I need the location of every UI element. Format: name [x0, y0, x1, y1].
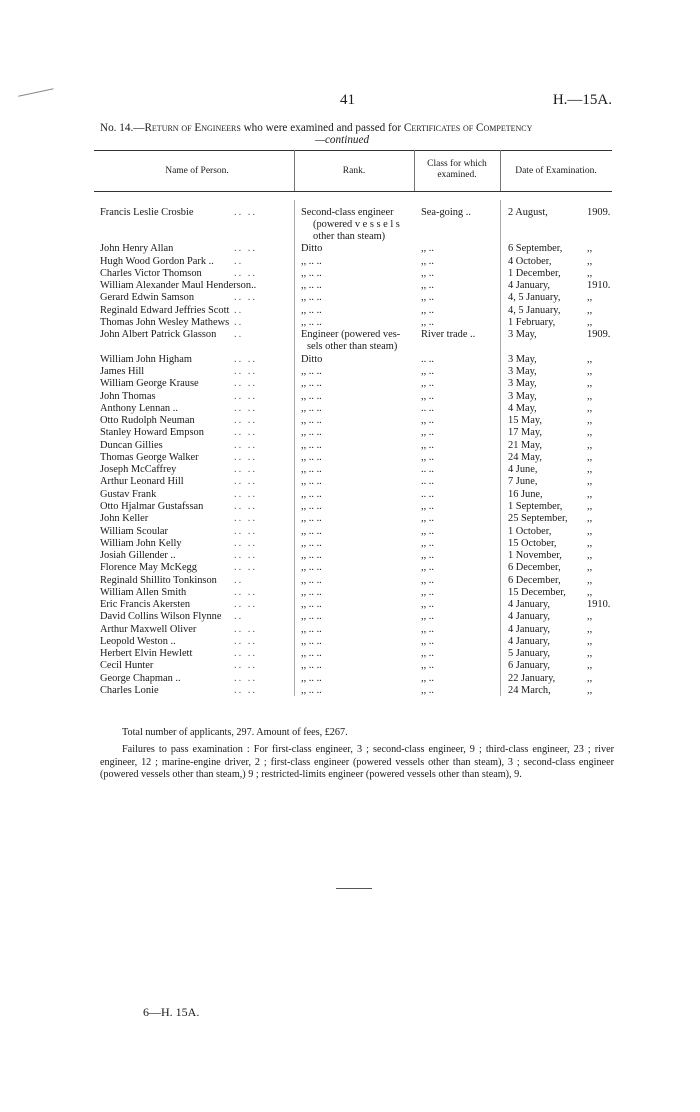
year-cell: ,, — [587, 538, 593, 549]
table-row — [0, 292, 700, 304]
year-cell: ,, — [587, 587, 593, 598]
year-cell: ,, — [587, 243, 593, 254]
person-name: William Allen Smith — [100, 587, 187, 598]
person-name: Otto Hjalmar Gustafssan — [100, 501, 204, 512]
year-cell: ,, — [587, 354, 593, 365]
table-row — [0, 403, 700, 415]
leader-dots: .. — [234, 305, 244, 316]
leader-dots: .. — [234, 611, 244, 622]
person-name: Duncan Gillies — [100, 440, 163, 451]
leader-dots: .. .. — [234, 243, 257, 254]
leader-dots: .. .. — [234, 354, 257, 365]
date-cell: 1 February, — [508, 317, 556, 328]
person-name: William John Higham — [100, 354, 192, 365]
rank-cell: ,, .. .. — [301, 648, 322, 659]
table-row — [0, 501, 700, 513]
table-row — [0, 624, 700, 636]
person-name: Arthur Leonard Hill — [100, 476, 184, 487]
year-cell: ,, — [587, 575, 593, 586]
year-cell: ,, — [587, 562, 593, 573]
rank-cell: ,, .. .. — [301, 476, 322, 487]
rank-cell: ,, .. .. — [301, 673, 322, 684]
year-cell: ,, — [587, 292, 593, 303]
header-date: Date of Examination. — [515, 166, 597, 176]
title-middle: who were examined and passed for — [240, 122, 404, 134]
person-name: Arthur Maxwell Oliver — [100, 624, 197, 635]
table-row — [0, 513, 700, 525]
rank-cell: ,, .. .. — [301, 403, 322, 414]
rank-cell: ,, .. .. — [301, 256, 322, 267]
leader-dots: .. .. — [234, 476, 257, 487]
date-cell: 4 January, — [508, 599, 551, 610]
table-row — [0, 648, 700, 660]
person-name: Gerard Edwin Samson — [100, 292, 195, 303]
table-row — [0, 464, 700, 476]
rank-cell: ,, .. .. — [301, 464, 322, 475]
date-cell: 15 May, — [508, 415, 542, 426]
person-name: William Alexander Maul Henderson.. — [100, 280, 257, 291]
table-row — [0, 538, 700, 550]
date-cell: 4 June, — [508, 464, 538, 475]
class-cell: ,, .. — [421, 501, 434, 512]
table-header-rule — [94, 191, 612, 192]
date-cell: 6 September, — [508, 243, 563, 254]
table-row — [0, 476, 700, 488]
year-cell: ,, — [587, 476, 593, 487]
leader-dots: .. .. — [234, 403, 257, 414]
table-row — [0, 452, 700, 464]
class-cell: .. .. — [421, 464, 434, 475]
rank-cell: ,, .. .. — [301, 489, 322, 500]
document-reference: H.—15A. — [552, 92, 612, 108]
table-row — [0, 575, 700, 587]
rank-cell: ,, .. .. — [301, 415, 322, 426]
year-cell: ,, — [587, 611, 593, 622]
year-cell: ,, — [587, 673, 593, 684]
rank-cell: ,, .. .. — [301, 452, 322, 463]
table-row — [0, 391, 700, 403]
class-cell: ,, .. — [421, 575, 434, 586]
date-cell: 3 May, — [508, 391, 537, 402]
rank-cell: ,, .. .. — [301, 440, 322, 451]
year-cell: ,, — [587, 452, 593, 463]
date-cell: 1 December, — [508, 268, 561, 279]
leader-dots: .. — [234, 317, 244, 328]
person-name: Gustav Frank — [100, 489, 157, 500]
table-row — [0, 636, 700, 648]
rank-cell: ,, .. .. — [301, 575, 322, 586]
class-cell: ,, .. — [421, 391, 434, 402]
leader-dots: .. .. — [234, 427, 257, 438]
leader-dots: .. .. — [234, 415, 257, 426]
leader-dots: .. .. — [234, 464, 257, 475]
table-row — [0, 550, 700, 562]
class-cell: ,, .. — [421, 415, 434, 426]
date-cell: 3 May, — [508, 378, 537, 389]
class-cell: ,, .. — [421, 587, 434, 598]
leader-dots: .. .. — [234, 440, 257, 451]
rank-cell: ,, .. .. — [301, 305, 322, 316]
date-cell: 4 January, — [508, 280, 551, 291]
rank-cell: ,, .. .. — [301, 587, 322, 598]
class-cell: ,, .. — [421, 648, 434, 659]
title-prefix: No. 14.— — [100, 122, 145, 134]
title-smallcaps-1: Return of Engineers — [144, 122, 241, 134]
rank-continuation: (powered v e s s e l s — [313, 219, 400, 230]
year-cell: ,, — [587, 440, 593, 451]
class-cell: River trade .. — [421, 329, 476, 340]
person-name: Hugh Wood Gordon Park .. — [100, 256, 214, 267]
table-row — [0, 440, 700, 452]
class-cell: ,, .. — [421, 268, 434, 279]
table-row — [0, 378, 700, 390]
rank-cell: ,, .. .. — [301, 636, 322, 647]
leader-dots: .. .. — [234, 685, 257, 696]
class-cell: ,, .. — [421, 378, 434, 389]
leader-dots: .. .. — [234, 550, 257, 561]
class-cell: Sea-going .. — [421, 207, 471, 218]
table-row — [0, 415, 700, 427]
date-cell: 25 September, — [508, 513, 568, 524]
rank-cell: ,, .. .. — [301, 660, 322, 671]
rank-cell: ,, .. .. — [301, 611, 322, 622]
table-row — [0, 489, 700, 501]
person-name: William Scoular — [100, 526, 168, 537]
date-cell: 6 January, — [508, 660, 551, 671]
leader-dots: .. — [234, 329, 244, 340]
leader-dots: .. .. — [234, 587, 257, 598]
year-cell: ,, — [587, 366, 593, 377]
leader-dots: .. — [234, 575, 244, 586]
year-cell: ,, — [587, 685, 593, 696]
year-cell: 1910. — [587, 599, 611, 610]
person-name: Reginald Shillito Tonkinson — [100, 575, 217, 586]
year-cell: 1909. — [587, 207, 611, 218]
leader-dots: .. .. — [234, 378, 257, 389]
class-cell: ,, .. — [421, 562, 434, 573]
year-cell: ,, — [587, 513, 593, 524]
table-row — [0, 305, 700, 317]
table-row — [0, 587, 700, 599]
class-cell: ,, .. — [421, 550, 434, 561]
class-cell: ,, .. — [421, 526, 434, 537]
date-cell: 4, 5 January, — [508, 292, 561, 303]
class-cell: ,, .. — [421, 636, 434, 647]
table-row — [0, 660, 700, 672]
class-cell: ,, .. — [421, 427, 434, 438]
date-cell: 3 May, — [508, 354, 537, 365]
rank-cell: ,, .. .. — [301, 513, 322, 524]
header-class-line2: examined. — [437, 170, 477, 180]
person-name: Florence May McKegg — [100, 562, 197, 573]
closing-rule — [336, 888, 372, 889]
date-cell: 1 October, — [508, 526, 552, 537]
leader-dots: .. .. — [234, 391, 257, 402]
class-cell: ,, .. — [421, 538, 434, 549]
leader-dots: .. .. — [234, 513, 257, 524]
rank-cell: ,, .. .. — [301, 526, 322, 537]
leader-dots: .. .. — [234, 636, 257, 647]
class-cell: ,, .. — [421, 317, 434, 328]
person-name: James Hill — [100, 366, 145, 377]
table-row — [0, 329, 700, 341]
rank-cell: ,, .. .. — [301, 378, 322, 389]
class-cell: ,, .. — [421, 599, 434, 610]
leader-dots: .. .. — [234, 624, 257, 635]
leader-dots: .. .. — [234, 366, 257, 377]
class-cell: ,, .. — [421, 624, 434, 635]
leader-dots: .. .. — [234, 562, 257, 573]
rank-cell: ,, .. .. — [301, 685, 322, 696]
year-cell: ,, — [587, 636, 593, 647]
rank-cell: Ditto — [301, 243, 323, 254]
date-cell: 4 October, — [508, 256, 552, 267]
date-cell: 3 May, — [508, 366, 537, 377]
rank-cell: ,, .. .. — [301, 427, 322, 438]
rank-continuation: sels other than steam) — [307, 341, 398, 352]
rank-cell: Second-class engineer — [301, 207, 394, 218]
class-cell: ,, .. — [421, 660, 434, 671]
year-cell: ,, — [587, 489, 593, 500]
person-name: Thomas George Walker — [100, 452, 199, 463]
year-cell: ,, — [587, 550, 593, 561]
rank-cell: ,, .. .. — [301, 292, 322, 303]
person-name: Charles Lonie — [100, 685, 159, 696]
rank-cell: Engineer (powered ves- — [301, 329, 401, 340]
person-name: John Keller — [100, 513, 149, 524]
person-name: Leopold Weston .. — [100, 636, 176, 647]
date-cell: 17 May, — [508, 427, 542, 438]
person-name: George Chapman .. — [100, 673, 181, 684]
table-row — [0, 526, 700, 538]
leader-dots: .. .. — [234, 489, 257, 500]
person-name: Herbert Elvin Hewlett — [100, 648, 193, 659]
rank-continuation: other than steam) — [313, 231, 386, 242]
year-cell: ,, — [587, 391, 593, 402]
date-cell: 15 December, — [508, 587, 566, 598]
year-cell: ,, — [587, 427, 593, 438]
class-cell: ,, .. — [421, 280, 434, 291]
class-cell: ,, .. — [421, 673, 434, 684]
year-cell: ,, — [587, 624, 593, 635]
table-row — [0, 256, 700, 268]
date-cell: 21 May, — [508, 440, 542, 451]
person-name: Otto Rudolph Neuman — [100, 415, 195, 426]
leader-dots: .. .. — [234, 526, 257, 537]
table-row — [0, 207, 700, 219]
person-name: Francis Leslie Crosbie — [100, 207, 194, 218]
person-name: Cecil Hunter — [100, 660, 154, 671]
date-cell: 1 November, — [508, 550, 562, 561]
date-cell: 4 January, — [508, 636, 551, 647]
failures-note: Failures to pass examination : For first-class engineer, 3 ; second-class engineer, 9 ; third-class engineer, 23 ; river engineer, 12 ; marine-engine driver, 2 ; first-class engineer (powered vessels other than steam), 3 ; second-class engineer (powered vessels other than steam,) 9 ; restricted-limits engineer (powered vessels other than steam), 9. — [100, 744, 614, 781]
rank-cell: ,, .. .. — [301, 366, 322, 377]
person-name: John Albert Patrick Glasson — [100, 329, 217, 340]
date-cell: 1 September, — [508, 501, 563, 512]
person-name: John Thomas — [100, 391, 156, 402]
date-cell: 24 March, — [508, 685, 551, 696]
title-continued: —continued — [315, 134, 370, 146]
table-row — [0, 599, 700, 611]
title-smallcaps-2: Certificates of Competency — [403, 122, 533, 134]
class-cell: ,, .. — [421, 366, 434, 377]
year-cell: ,, — [587, 403, 593, 414]
leader-dots: .. .. — [234, 673, 257, 684]
rank-cell: Ditto — [301, 354, 323, 365]
table-row — [0, 366, 700, 378]
year-cell: ,, — [587, 378, 593, 389]
person-name: Reginald Edward Jeffries Scott — [100, 305, 230, 316]
leader-dots: .. .. — [234, 207, 257, 218]
table-row — [0, 317, 700, 329]
date-cell: 15 October, — [508, 538, 557, 549]
year-cell: ,, — [587, 305, 593, 316]
page-number: 41 — [340, 92, 355, 108]
rank-cell: ,, .. .. — [301, 391, 322, 402]
date-cell: 22 January, — [508, 673, 556, 684]
leader-dots: .. .. — [234, 501, 257, 512]
table-title — [100, 122, 612, 146]
class-cell: ,, .. — [421, 611, 434, 622]
margin-pencil-mark — [18, 88, 54, 97]
leader-dots: .. .. — [234, 599, 257, 610]
table-row — [0, 562, 700, 574]
date-cell: 6 December, — [508, 575, 561, 586]
page-footer: 6—H. 15A. — [143, 1005, 200, 1019]
date-cell: 4 January, — [508, 611, 551, 622]
table-row — [0, 280, 700, 292]
year-cell: ,, — [587, 464, 593, 475]
rank-cell: ,, .. .. — [301, 317, 322, 328]
class-cell: ,, .. — [421, 513, 434, 524]
year-cell: ,, — [587, 648, 593, 659]
class-cell: ,, .. — [421, 256, 434, 267]
date-cell: 16 June, — [508, 489, 543, 500]
class-cell: ,, .. — [421, 292, 434, 303]
person-name: Joseph McCaffrey — [100, 464, 177, 475]
table-row — [0, 243, 700, 255]
leader-dots: .. .. — [234, 648, 257, 659]
class-cell: .. .. — [421, 476, 434, 487]
date-cell: 4, 5 January, — [508, 305, 561, 316]
person-name: William George Krause — [100, 378, 199, 389]
class-cell: .. .. — [421, 489, 434, 500]
rank-cell: ,, .. .. — [301, 538, 322, 549]
person-name: Eric Francis Akersten — [100, 599, 191, 610]
table-row — [0, 354, 700, 366]
person-name: David Collins Wilson Flynne — [100, 611, 222, 622]
header-class-line1: Class for which — [427, 159, 487, 169]
year-cell: ,, — [587, 526, 593, 537]
person-name: John Henry Allan — [100, 243, 174, 254]
table-row — [0, 611, 700, 623]
leader-dots: .. .. — [234, 660, 257, 671]
year-cell: ,, — [587, 501, 593, 512]
table-row — [0, 427, 700, 439]
notes — [100, 727, 614, 787]
class-cell: ,, .. — [421, 452, 434, 463]
person-name: Stanley Howard Empson — [100, 427, 204, 438]
leader-dots: .. — [234, 256, 244, 267]
table-row — [0, 268, 700, 280]
date-cell: 6 December, — [508, 562, 561, 573]
person-name: Josiah Gillender .. — [100, 550, 176, 561]
table-top-rule — [94, 150, 612, 151]
year-cell: ,, — [587, 268, 593, 279]
leader-dots: .. .. — [234, 452, 257, 463]
rank-cell: ,, .. .. — [301, 562, 322, 573]
year-cell: 1910. — [587, 280, 611, 291]
total-applicants-note: Total number of applicants, 297. Amount of fees, £267. — [122, 727, 348, 738]
class-cell: ,, .. — [421, 305, 434, 316]
year-cell: ,, — [587, 415, 593, 426]
year-cell: ,, — [587, 317, 593, 328]
rank-cell: ,, .. .. — [301, 280, 322, 291]
header-name: Name of Person. — [165, 166, 229, 176]
person-name: William John Kelly — [100, 538, 182, 549]
class-cell: .. .. — [421, 354, 434, 365]
date-cell: 2 August, — [508, 207, 548, 218]
person-name: Anthony Lennan .. — [100, 403, 178, 414]
leader-dots: .. .. — [234, 538, 257, 549]
person-name: Charles Victor Thomson — [100, 268, 202, 279]
date-cell: 7 June, — [508, 476, 538, 487]
class-cell: ,, .. — [421, 440, 434, 451]
table-row — [0, 685, 700, 697]
date-cell: 24 May, — [508, 452, 542, 463]
date-cell: 3 May, — [508, 329, 537, 340]
leader-dots: .. .. — [234, 292, 257, 303]
date-cell: 5 January, — [508, 648, 551, 659]
date-cell: 4 May, — [508, 403, 537, 414]
year-cell: ,, — [587, 660, 593, 671]
table-row — [0, 673, 700, 685]
class-cell: ,, .. — [421, 685, 434, 696]
person-name: Thomas John Wesley Mathews — [100, 317, 230, 328]
class-cell: .. .. — [421, 403, 434, 414]
year-cell: 1909. — [587, 329, 611, 340]
leader-dots: .. .. — [234, 268, 257, 279]
class-cell: ,, .. — [421, 243, 434, 254]
rank-cell: ,, .. .. — [301, 550, 322, 561]
year-cell: ,, — [587, 256, 593, 267]
rank-cell: ,, .. .. — [301, 599, 322, 610]
rank-cell: ,, .. .. — [301, 501, 322, 512]
date-cell: 4 January, — [508, 624, 551, 635]
rank-cell: ,, .. .. — [301, 268, 322, 279]
rank-cell: ,, .. .. — [301, 624, 322, 635]
header-rank: Rank. — [342, 166, 366, 176]
header-class — [414, 159, 500, 181]
